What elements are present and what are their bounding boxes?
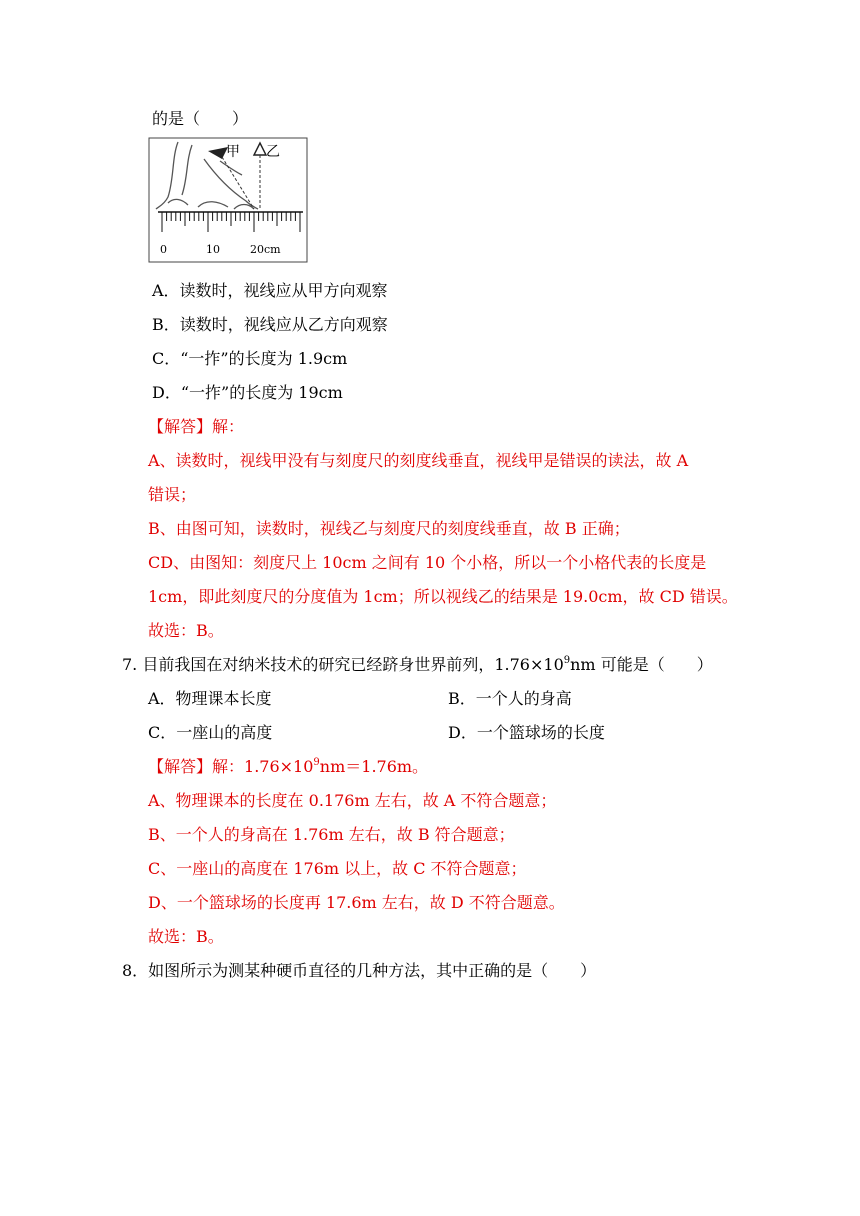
ruler-tick-20: 20cm — [250, 243, 281, 256]
q7-calc-before: 1.76×10 — [244, 757, 314, 776]
q7-options-row-2 — [148, 722, 748, 744]
q6-answer-line: A、读数时，视线甲没有与刻度尺的刻度线垂直，视线甲是错误的读法，故 A — [148, 451, 689, 470]
q6-answer-line: 错误； — [148, 485, 197, 504]
q6-option-c: C．“一拃”的长度为 1.9cm — [152, 349, 348, 368]
q6-stem-tail: 的是（ ） — [152, 109, 249, 128]
q6-answer-choice: 故选：B。 — [148, 621, 224, 640]
q7-option-a: A．物理课本长度 — [148, 689, 272, 708]
sight-line-jia — [222, 157, 254, 209]
figure-label-yi: 乙 — [266, 144, 280, 160]
q7-calc-exponent: 9 — [313, 757, 320, 768]
q6-answer-line: 1cm，即此刻度尺的分度值为 1cm；所以视线乙的结果是 19.0cm，故 CD 错误。 — [148, 587, 738, 606]
q7-stem-exponent: 9 — [563, 655, 571, 666]
q7-answer-line: A、物理课本的长度在 0.176m 左右，故 A 不符合题意； — [148, 791, 557, 810]
q7-option-c: C．一座山的高度 — [148, 723, 273, 742]
q7-option-b: B．一个人的身高 — [448, 689, 572, 708]
q7-stem — [122, 654, 713, 676]
q7-option-d: D．一个篮球场的长度 — [448, 723, 605, 742]
q7-stem-before: 7. 目前我国在对纳米技术的研究已经跻身世界前列，1.76×10 — [122, 655, 564, 674]
ruler-ticks — [162, 212, 300, 232]
q7-answer-head: 【解答】解： — [148, 757, 245, 776]
q7-answer-line: D、一个篮球场的长度再 17.6m 左右，故 D 不符合题意。 — [148, 893, 565, 912]
eye-icon — [208, 147, 228, 159]
q6-option-b: B．读数时，视线应从乙方向观察 — [152, 315, 388, 334]
q7-options-row-1 — [148, 688, 748, 710]
q6-answer-line: B、由图可知，读数时，视线乙与刻度尺的刻度线垂直，故 B 正确； — [148, 519, 630, 538]
q6-option-a: A．读数时，视线应从甲方向观察 — [152, 281, 388, 300]
q7-answer-choice: 故选：B。 — [148, 927, 224, 946]
q6-answer-head: 【解答】解： — [148, 417, 245, 436]
q7-answer-head-line — [148, 756, 428, 778]
figure-label-jia: 甲 — [226, 144, 240, 160]
q8-stem: 8．如图所示为测某种硬币直径的几种方法，其中正确的是（ ） — [122, 961, 597, 980]
ruler-tick-10: 10 — [206, 243, 220, 256]
hand-outline — [156, 142, 258, 209]
q7-answer-line: B、一个人的身高在 1.76m 左右，故 B 符合题意； — [148, 825, 515, 844]
q6-answer-line: CD、由图知：刻度尺上 10cm 之间有 10 个小格，所以一个小格代表的长度是 — [148, 553, 707, 572]
q7-calc-after: nm＝1.76m。 — [319, 757, 429, 776]
q6-option-d: D．“一拃”的长度为 19cm — [152, 383, 343, 402]
ruler-tick-0: 0 — [160, 243, 167, 256]
q7-answer-line: C、一座山的高度在 176m 以上，故 C 不符合题意； — [148, 859, 527, 878]
observer-triangle-icon — [254, 143, 266, 155]
q7-stem-after: nm 可能是（ ） — [570, 655, 713, 674]
